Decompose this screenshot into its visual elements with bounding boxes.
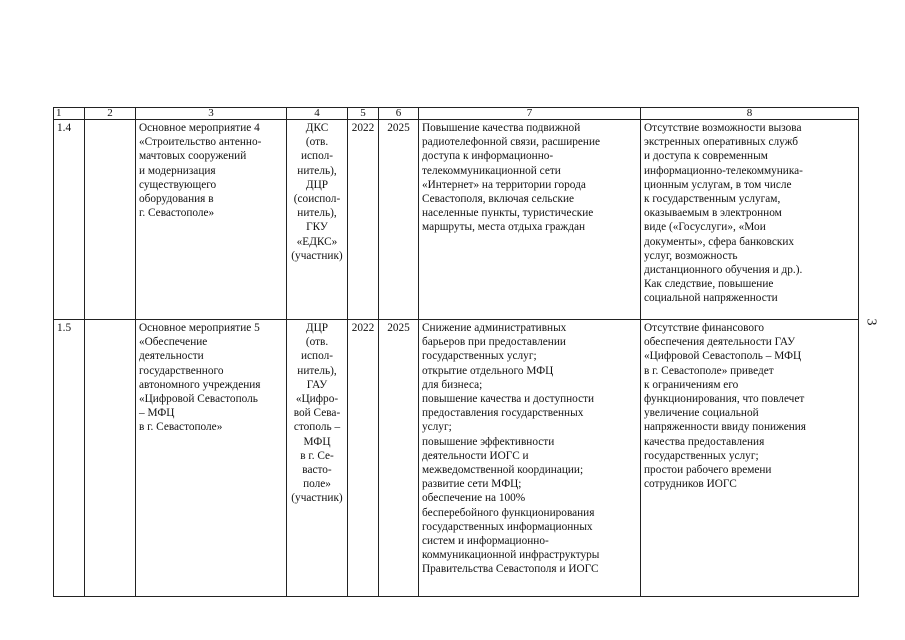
- header-col-3: 3: [136, 108, 287, 120]
- text-line: простои рабочего времени: [644, 464, 772, 477]
- text-line: деятельности ИОГС и: [422, 449, 529, 462]
- text-line: (участник): [291, 249, 343, 262]
- text-line: обеспечение на 100%: [422, 492, 526, 505]
- text-line: г. Севастополе»: [139, 207, 215, 220]
- text-line: ДЦР: [305, 178, 329, 191]
- consequence-cell: [641, 320, 859, 597]
- text-line: нитель),: [297, 207, 337, 220]
- text-line: (участник): [291, 492, 343, 505]
- text-line: повышение качества и доступности: [422, 393, 595, 406]
- row-col2: [85, 320, 136, 597]
- text-line: виде («Госуслуги», «Мои: [644, 221, 766, 234]
- text-line: Повышение качества подвижной: [422, 122, 581, 134]
- text-line: (соиспол-: [293, 193, 341, 206]
- text-line: информационно-телекоммуника-: [644, 164, 803, 177]
- text-line: васто-: [302, 464, 332, 477]
- text-line: нитель),: [297, 164, 337, 177]
- text-line: ДЦР: [305, 322, 329, 334]
- text-line: доступа к информационно-: [422, 150, 554, 163]
- page-number: 3: [863, 318, 879, 326]
- text-line: развитие сети МФЦ;: [422, 478, 522, 491]
- result-cell: [419, 120, 641, 320]
- text-line: государственных информационных: [422, 520, 593, 533]
- text-line: бесперебойного функционирования: [422, 506, 595, 519]
- text-line: услуг;: [422, 421, 452, 434]
- start-year: 2022: [348, 120, 379, 320]
- text-line: деятельности: [139, 350, 204, 363]
- header-row: [54, 108, 859, 120]
- executor-cell: [287, 320, 348, 597]
- start-year: 2022: [348, 320, 379, 597]
- text-line: ГКУ: [306, 221, 328, 234]
- text-line: «Обеспечение: [139, 336, 208, 349]
- text-line: сотрудников ИОГС: [644, 478, 737, 491]
- text-line: Отсутствие возможности вызова: [644, 122, 802, 134]
- text-line: Основное мероприятие 5: [139, 322, 260, 334]
- text-line: испол-: [300, 350, 333, 363]
- text-line: государственных услуг;: [422, 350, 537, 363]
- text-line: предоставления государственных: [422, 407, 584, 420]
- text-line: систем и информационно-: [422, 535, 549, 548]
- text-line: увеличение социальной: [644, 407, 759, 420]
- text-line: существующего: [139, 178, 217, 191]
- text-line: оборудования в: [139, 193, 214, 206]
- header-col-2: 2: [85, 108, 136, 120]
- text-line: Правительства Севастополя и ИОГС: [422, 563, 599, 576]
- text-line: и модернизация: [139, 164, 216, 177]
- text-line: «Цифро-: [295, 393, 339, 406]
- consequence-cell: [641, 120, 859, 320]
- text-line: государственных услуг;: [644, 449, 759, 462]
- header-col-7: 7: [419, 108, 641, 120]
- header-col-6: 6: [379, 108, 419, 120]
- text-line: ГАУ: [306, 378, 328, 391]
- text-line: «ЕДКС»: [296, 235, 338, 248]
- text-line: радиотелефонной связи, расширение: [422, 136, 601, 149]
- text-line: (отв.: [305, 336, 329, 349]
- text-line: маршруты, места отдыха граждан: [422, 221, 585, 234]
- end-year: 2025: [379, 120, 419, 320]
- row-col2: [85, 120, 136, 320]
- header-col-5: 5: [348, 108, 379, 120]
- text-line: документы», сфера банковских: [644, 235, 795, 248]
- text-line: качества предоставления: [644, 435, 765, 448]
- text-line: «Цифровой Севастополь: [139, 393, 258, 406]
- text-line: к государственным услугам,: [644, 193, 781, 206]
- row-number: 1.5: [54, 320, 85, 597]
- text-line: в г. Се-: [300, 449, 334, 462]
- text-line: Основное мероприятие 4: [139, 122, 260, 134]
- text-line: Отсутствие финансового: [644, 322, 765, 334]
- table-row: [54, 120, 859, 320]
- text-line: стополь –: [293, 421, 341, 434]
- text-line: мачтовых сооружений: [139, 150, 247, 163]
- text-line: к ограничениям его: [644, 378, 739, 391]
- header-col-8: 8: [641, 108, 859, 120]
- text-line: и доступа к современным: [644, 150, 768, 163]
- header-col-4: 4: [287, 108, 348, 120]
- row-number: 1.4: [54, 120, 85, 320]
- measures-table: [53, 107, 859, 597]
- text-line: ДКС: [305, 122, 329, 134]
- text-line: поле»: [303, 478, 331, 491]
- end-year: 2025: [379, 320, 419, 597]
- text-line: открытие отдельного МФЦ: [422, 364, 554, 377]
- text-line: для бизнеса;: [422, 378, 483, 391]
- text-line: «Интернет» на территории города: [422, 178, 586, 191]
- text-line: МФЦ: [303, 435, 331, 448]
- text-line: социальной напряженности: [644, 292, 778, 305]
- text-line: барьеров при предоставлении: [422, 336, 566, 349]
- measure-cell: [136, 120, 287, 320]
- text-line: Снижение административных: [422, 322, 567, 334]
- executor-cell: [287, 120, 348, 320]
- text-line: (отв.: [305, 136, 329, 149]
- text-line: нитель),: [297, 364, 337, 377]
- text-line: услуг, возможность: [644, 249, 738, 262]
- text-line: испол-: [300, 150, 333, 163]
- text-line: государственного: [139, 364, 224, 377]
- text-line: телекоммуникационной сети: [422, 164, 561, 177]
- text-line: вой Сева-: [293, 407, 341, 420]
- text-line: дистанционного обучения и др.).: [644, 264, 803, 277]
- text-line: экстренных оперативных служб: [644, 136, 799, 149]
- text-line: повышение эффективности: [422, 435, 555, 448]
- text-line: населенные пункты, туристические: [422, 207, 594, 220]
- text-line: коммуникационной инфраструктуры: [422, 549, 600, 562]
- text-line: оказываемым в электронном: [644, 207, 782, 220]
- text-line: в г. Севастополе»: [139, 421, 223, 434]
- text-line: «Цифровой Севастополь – МФЦ: [644, 350, 802, 363]
- text-line: Как следствие, повышение: [644, 278, 774, 291]
- measure-cell: [136, 320, 287, 597]
- text-line: ционным услугам, в том числе: [644, 178, 792, 191]
- header-col-1: 1: [54, 108, 85, 120]
- text-line: – МФЦ: [139, 407, 175, 420]
- text-line: межведомственной координации;: [422, 464, 584, 477]
- text-line: автономного учреждения: [139, 378, 261, 391]
- text-line: Севастополя, включая сельские: [422, 193, 575, 206]
- text-line: «Строительство антенно-: [139, 136, 262, 149]
- text-line: обеспечения деятельности ГАУ: [644, 336, 796, 349]
- text-line: в г. Севастополе» приведет: [644, 364, 774, 377]
- text-line: функционирования, что повлечет: [644, 393, 805, 406]
- result-cell: [419, 320, 641, 597]
- table-row: [54, 320, 859, 597]
- text-line: напряженности ввиду понижения: [644, 421, 806, 434]
